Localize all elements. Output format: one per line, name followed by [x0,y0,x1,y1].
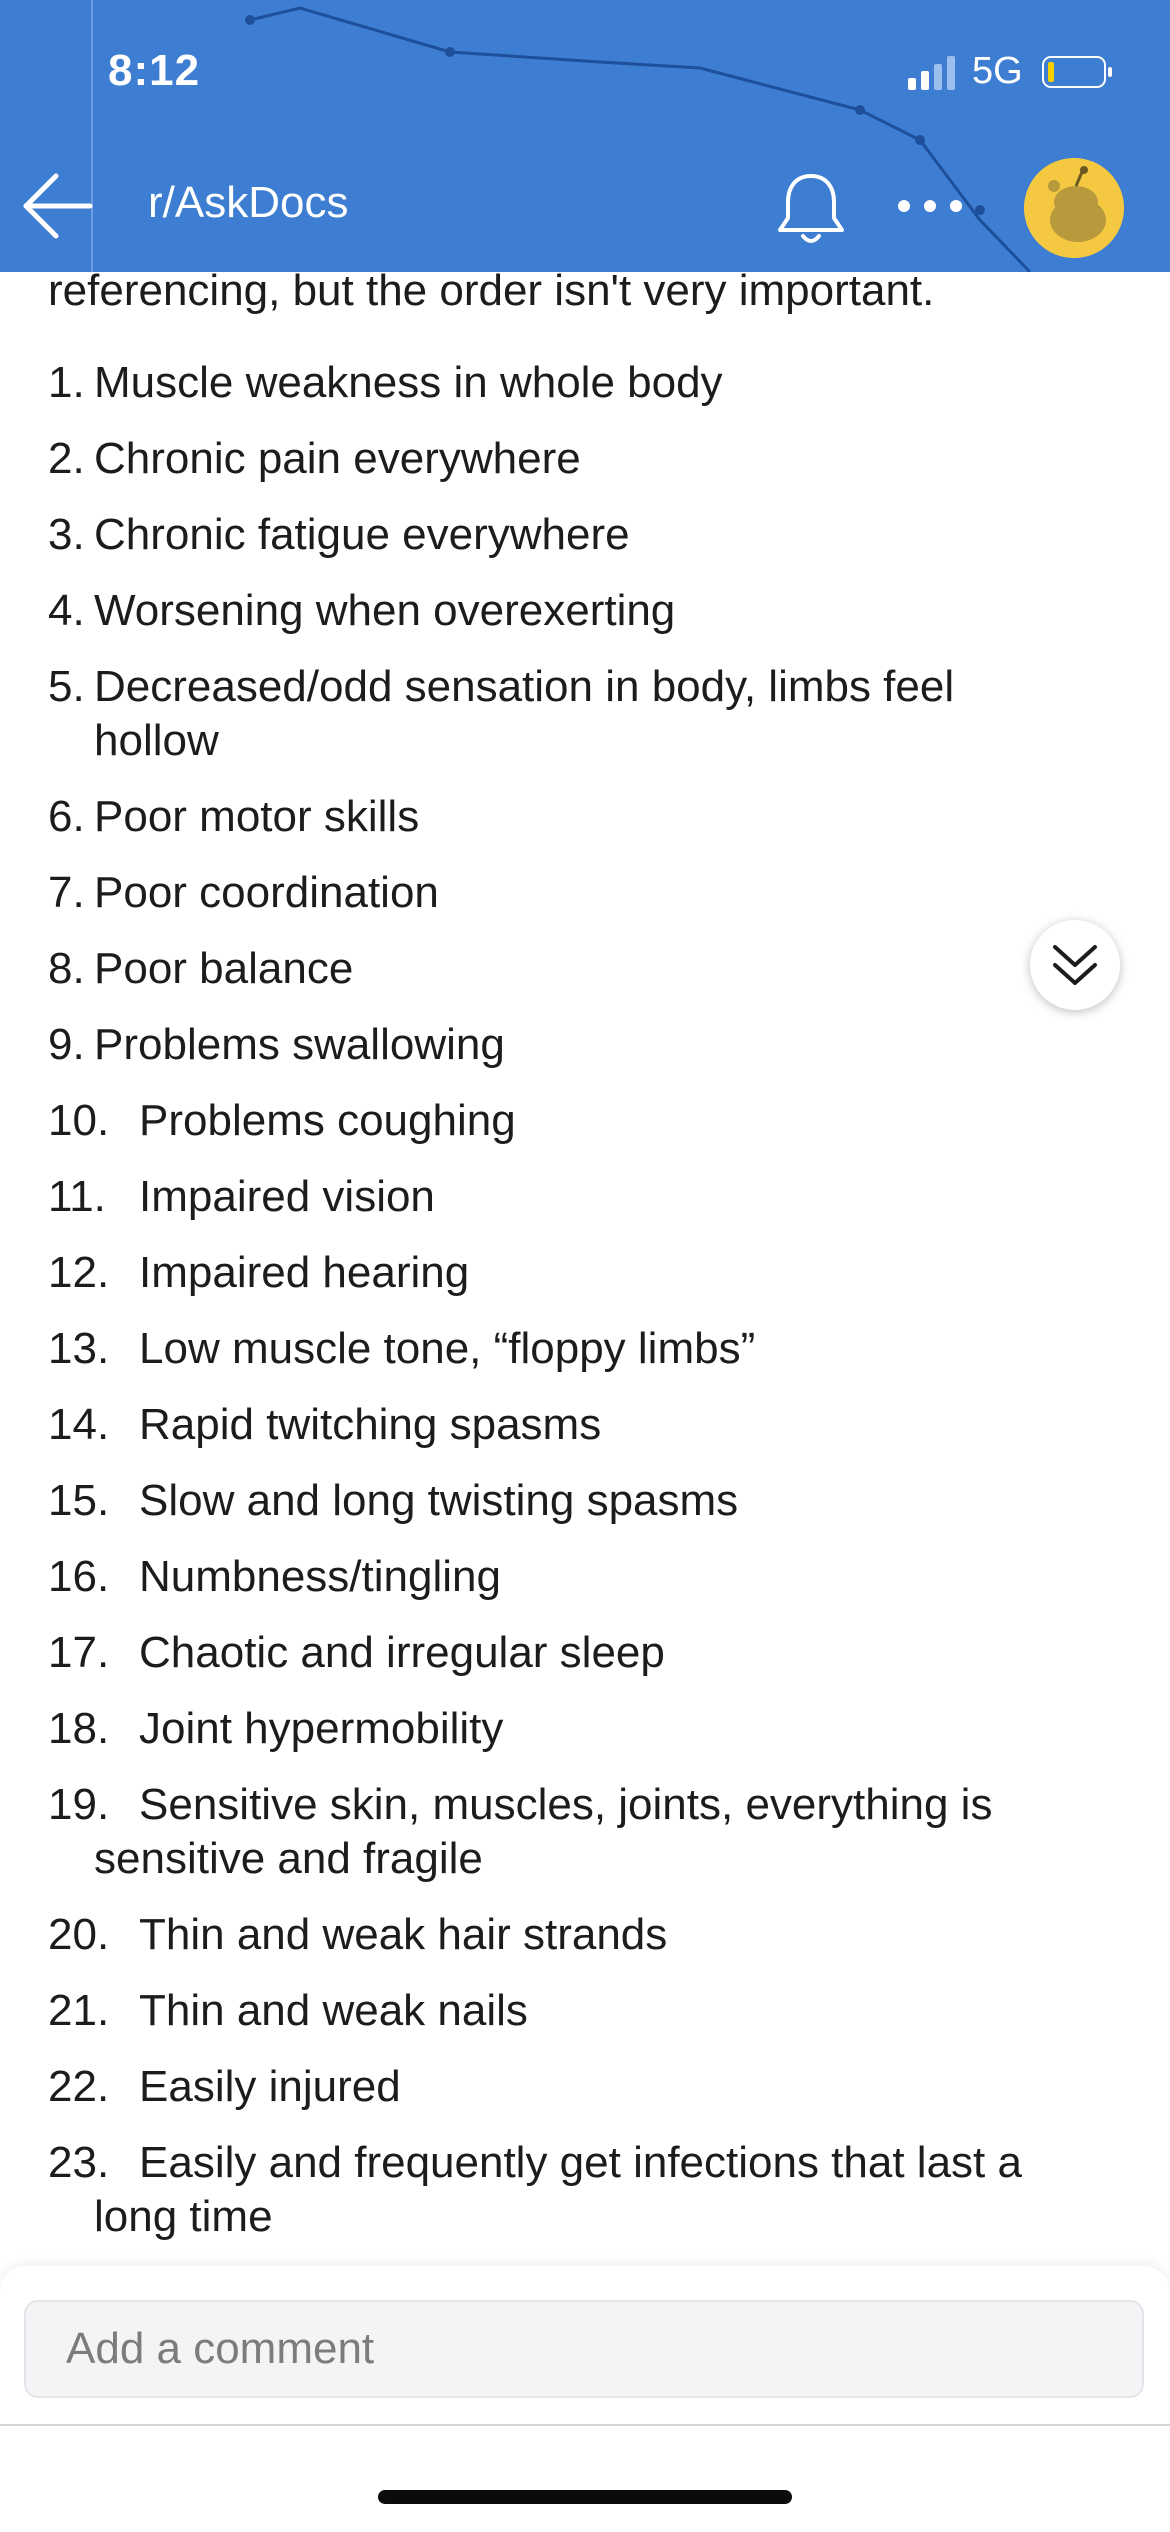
list-item-text: Sensitive skin, muscles, joints, everything is sensitive and fragile [94,1780,993,1883]
list-item-text: Slow and long twisting spasms [139,1476,739,1525]
network-type: 5G [972,50,1023,92]
list-item-number: 13. [48,1324,110,1373]
double-chevron-down-icon [1047,937,1103,993]
list-item-text: Chronic fatigue everywhere [94,510,630,559]
list-item-text: Impaired hearing [139,1248,470,1297]
list-item-number: 6. [48,792,85,841]
list-item-number: 1. [48,358,85,407]
list-item-text: Low muscle tone, “floppy limbs” [139,1324,756,1373]
list-item-number: 20. [48,1910,110,1959]
list-item-number: 4. [48,586,85,635]
snoo-icon [1024,158,1124,258]
list-item-text: Numbness/tingling [139,1552,501,1601]
app-header [0,0,1170,272]
status-time: 8:12 [108,46,201,95]
battery-icon [1042,56,1114,88]
list-item-number: 10. [48,1096,110,1145]
list-item-text: Easily and frequently get infections that last a long time [94,2138,1022,2241]
list-item-number: 18. [48,1704,110,1753]
list-item-text: Thin and weak hair strands [139,1910,668,1959]
list-item-text: Rapid twitching spasms [139,1400,602,1449]
list-item-text: Decreased/odd sensation in body, limbs feel hollow [94,662,955,765]
list-item-text: Impaired vision [139,1172,435,1221]
list-item-number: 19. [48,1780,110,1829]
list-item-text: Easily injured [139,2062,401,2111]
list-item-number: 22. [48,2062,110,2111]
comment-placeholder: Add a comment [66,2324,375,2373]
list-item-text: Poor balance [94,944,354,993]
list-item-text: Problems swallowing [94,1020,505,1069]
status-bar [0,0,1170,150]
list-item-number: 9. [48,1020,85,1069]
signal-strength-icon [908,56,958,90]
list-item-text: Poor coordination [94,868,439,917]
list-item-number: 8. [48,944,85,993]
bell-icon[interactable] [768,166,854,252]
list-item-text: Chronic pain everywhere [94,434,581,483]
subreddit-title[interactable]: r/AskDocs [148,178,349,227]
list-item-number: 15. [48,1476,110,1525]
list-item-number: 17. [48,1628,110,1677]
list-item-number: 2. [48,434,85,483]
list-item-text: Problems coughing [139,1096,516,1145]
list-item-number: 7. [48,868,85,917]
divider [0,2424,1170,2426]
list-item-number: 5. [48,662,85,711]
home-indicator[interactable] [378,2490,792,2504]
list-item-number: 21. [48,1986,110,2035]
scroll-down-button[interactable] [1030,920,1120,1010]
post-text-line: referencing, but the order isn't very important. [48,266,935,315]
back-arrow-icon[interactable] [20,168,96,244]
list-item-text: Chaotic and irregular sleep [139,1628,665,1677]
list-item-text: Worsening when overexerting [94,586,676,635]
list-item-number: 16. [48,1552,110,1601]
list-item-text: Poor motor skills [94,792,420,841]
list-item-number: 14. [48,1400,110,1449]
list-item-number: 3. [48,510,85,559]
list-item-number: 11. [48,1172,106,1221]
ellipsis-icon[interactable] [894,186,966,226]
comment-input[interactable] [24,2300,1144,2398]
list-item-number: 12. [48,1248,110,1297]
list-item-number: 23. [48,2138,110,2187]
reddit-snoo-avatar[interactable] [1024,158,1124,258]
list-item-text: Joint hypermobility [139,1704,504,1753]
list-item-text: Muscle weakness in whole body [94,358,723,407]
list-item-text: Thin and weak nails [139,1986,528,2035]
